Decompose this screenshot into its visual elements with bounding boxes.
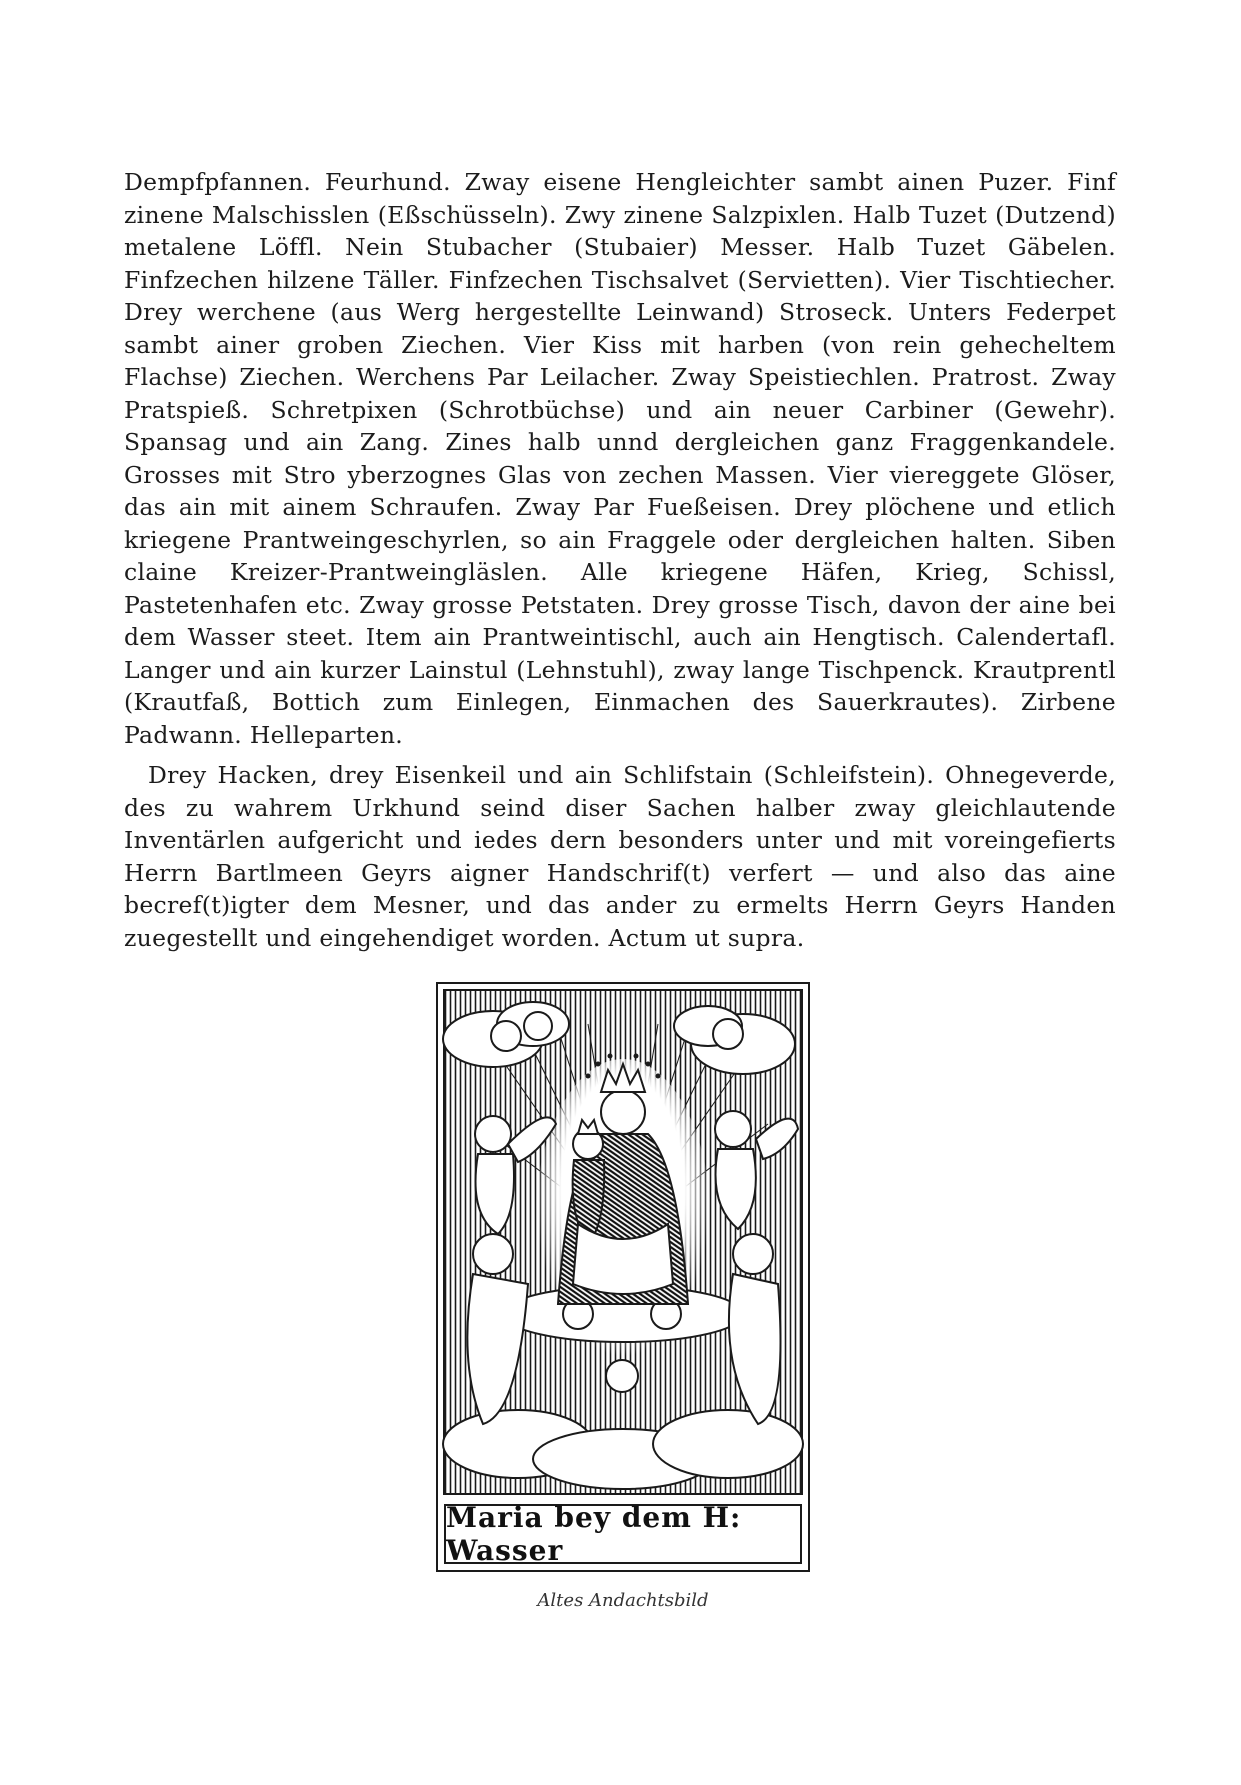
inscription-panel xyxy=(444,1501,802,1567)
devotional-woodcut xyxy=(436,982,810,1572)
woodcut-illustration xyxy=(438,984,808,1500)
paragraph-closing: Drey Hacken, drey Eisenkeil und ain Schlifstain (Schleifstein). Ohnegeverde, des zu wahrem Urkhund seind diser Sachen halber zway gleichlautende Inventärlen aufgericht und iedes dern besonders unter und mit voreingefierts Herrn Bartlmeen Geyrs aigner Handschrif(t) verfert — und also das aine becref(t)igter dem Mesner, und das ander zu ermelts Herrn Geyrs Handen zuegestellt und eingehendiget worden. Actum ut supra. xyxy=(124,761,1116,952)
paragraph-inventory-list: Dempfpfannen. Feurhund. Zway eisene Hengleichter sambt ainen Puzer. Finf zinene Malschisslen (Eßschüsseln). Zwy zinene Salzpixlen. Halb Tuzet (Dutzend) metalene Löffl. Nein Stubacher (Stubaier) Messer. Halb Tuzet Gäbelen. Finfzechen hilzene Täller. Finfzechen Tischsalvet (Servietten). Vier Tischtiecher. Drey werchene (aus Werg hergestellte Leinwand) Stroseck. Unters Federpet sambt ainer groben Ziechen. Vier Kiss mit harben (von rein gehecheltem Flachse) Ziechen. Werchens Par Leilacher. Zway Speistiechlen. Pratrost. Zway Pratspieß. Schretpixen (Schrotbüchse) und ain neuer Carbiner (Gewehr). Spansag und ain Zang. Zines halb unnd dergleichen ganz Fraggenkandele. Grosses mit Stro yberzognes Glas von zechen Massen. Vier viereggete Glöser, das ain mit ainem Schraufen. Zway Par Fueßeisen. Drey plöchene und etlich kriegene Prantweingeschyrlen, so ain Fraggele oder dergleichen halten. Siben claine Kreizer-Prantweingläslen. Alle kriegene Häfen, Krieg, Schissl, Pastetenhafen etc. Zway grosse Petstaten. Drey grosse Tisch, davon der aine bei dem Wasser steet. Item ain Prantweintischl, auch ain Hengtisch. Calendertafl. Langer und ain kurzer Lainstul (Lehnstuhl), zway lange Tischpenck. Krautprentl (Krautfaß, Bottich zum Einlegen, Einmachen des Sauerkrautes). Zirbene Padwann. Helleparten. xyxy=(124,168,1116,749)
body-text xyxy=(124,166,1116,954)
inscription-text: Maria bey dem H: Wasser xyxy=(446,1501,742,1567)
figure-caption: Altes Andachtsbild xyxy=(537,1590,709,1611)
